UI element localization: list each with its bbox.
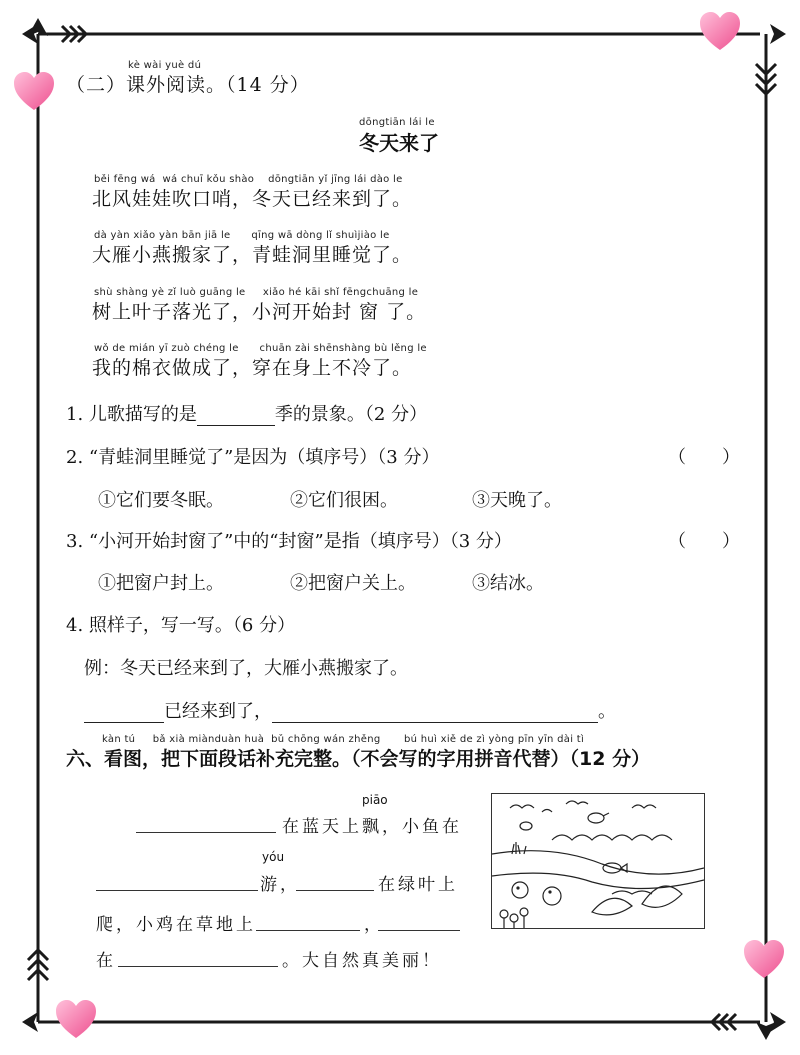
question-4-blank-1[interactable] xyxy=(84,704,164,723)
question-3: 3. “小河开始封窗了”中的“封窗”是指（填序号）（3 分） xyxy=(66,531,512,552)
section2-heading-pinyin: kè wài yuè dú xyxy=(128,60,202,71)
question-3-option-3: ③结冰。 xyxy=(472,573,544,594)
poem-title: 冬天来了 xyxy=(359,131,439,155)
question-4-end: 。 xyxy=(598,701,616,722)
fill-line-3-comma: ， xyxy=(364,915,384,935)
fill-line-2-text-a: 游， xyxy=(260,875,300,895)
fill-line-4-text-a: 在 xyxy=(96,951,116,971)
leaf-icon xyxy=(642,886,682,907)
section2-heading-text: 课外阅读。 xyxy=(126,74,227,96)
section2-heading-score: （14 分） xyxy=(226,74,310,96)
poem-line-1: 北风娃娃吹口哨，冬天已经来到了。 xyxy=(92,188,413,210)
question-2-option-3: ③天晚了。 xyxy=(472,490,562,511)
question-1-answer-blank[interactable] xyxy=(197,407,275,426)
fish-icon xyxy=(603,863,621,873)
blank-line-6[interactable] xyxy=(118,966,278,967)
blank-line-1[interactable] xyxy=(136,832,276,833)
question-4-example: 例：冬天已经来到了，大雁小燕搬家了。 xyxy=(84,658,408,679)
section6-heading-a: 六、看图，把下面段话补充完整。 xyxy=(66,748,352,770)
fill-line-2-text-b: 在绿叶上 xyxy=(378,875,458,895)
poem-line-2-pinyin: dà yàn xiǎo yàn bān jiā le qīng wā dòng lǐ shuìjiào le xyxy=(94,230,390,241)
blank-line-2[interactable] xyxy=(96,890,258,891)
chick-icon xyxy=(512,882,528,898)
poem-line-4-pinyin: wǒ de mián yī zuò chéng le chuān zài shēnshàng bù lěng le xyxy=(94,343,427,354)
poem-line-3-pinyin: shù shàng yè zǐ luò guāng le xiǎo hé kāi shǐ fēngchuāng le xyxy=(94,287,419,298)
question-4-blank-2[interactable] xyxy=(272,704,598,723)
bird-icon xyxy=(588,813,604,823)
section6-heading-b: （不会写的字用拼音代替）（12 分） xyxy=(351,748,651,770)
poem-line-2: 大雁小燕搬家了，青蛙洞里睡觉了。 xyxy=(92,244,413,266)
poem-line-3: 树上叶子落光了，小河开始封 窗 了。 xyxy=(92,301,427,323)
pinyin-piao: piāo xyxy=(362,793,388,807)
question-1 xyxy=(66,400,427,426)
section2-heading xyxy=(66,70,310,97)
question-4-answer-row xyxy=(84,697,616,723)
fill-line-1-text: 在蓝天上飘，小鱼在 xyxy=(282,817,462,837)
question-1-text-a: 1. 儿歌描写的是 xyxy=(66,404,197,425)
question-4: 4. 照样子，写一写。（6 分） xyxy=(66,615,296,636)
question-2-option-1: ①它们要冬眠。 xyxy=(98,490,224,511)
question-2: 2. “青蛙洞里睡觉了”是因为（填序号）（3 分） xyxy=(66,447,440,468)
blank-line-5[interactable] xyxy=(378,930,460,931)
section6-heading-pinyin: kàn tú bǎ xià miànduàn huà bǔ chōng wán zhěng xyxy=(102,734,381,745)
section2-heading-prefix: （二） xyxy=(66,74,127,96)
pinyin-you: yóu xyxy=(262,850,285,864)
caterpillar-icon xyxy=(612,891,652,894)
question-2-answer-paren[interactable]: （ ） xyxy=(668,447,740,468)
cloud-icon xyxy=(510,805,534,808)
blank-line-3[interactable] xyxy=(296,890,374,891)
section6-heading xyxy=(66,744,650,771)
poem-line-4: 我的棉衣做成了，穿在身上不冷了。 xyxy=(92,357,413,379)
question-4-mid-text: 已经来到了， xyxy=(164,701,272,722)
title-pinyin: dōngtiān lái le xyxy=(359,117,435,128)
nature-illustration xyxy=(491,793,705,929)
question-3-option-2: ②把窗户关上。 xyxy=(290,573,416,594)
question-3-answer-paren[interactable]: （ ） xyxy=(668,531,740,552)
nature-scene-drawing xyxy=(492,794,704,928)
fill-line-4-text-b: 。大自然真美丽！ xyxy=(282,951,442,971)
blank-line-4[interactable] xyxy=(256,930,360,931)
question-1-text-b: 季的景象。（2 分） xyxy=(274,404,428,425)
question-2-option-2: ②它们很困。 xyxy=(290,490,398,511)
section6-heading-b-pinyin: bú huì xiě de zì yòng pīn yīn dài tì xyxy=(404,734,585,745)
poem-line-1-pinyin: běi fēng wá wá chuī kǒu shào dōngtiān yǐ jīng lái dào le xyxy=(94,174,403,185)
fill-line-3-text: 爬，小鸡在草地上 xyxy=(96,915,256,935)
question-3-option-1: ①把窗户封上。 xyxy=(98,573,224,594)
